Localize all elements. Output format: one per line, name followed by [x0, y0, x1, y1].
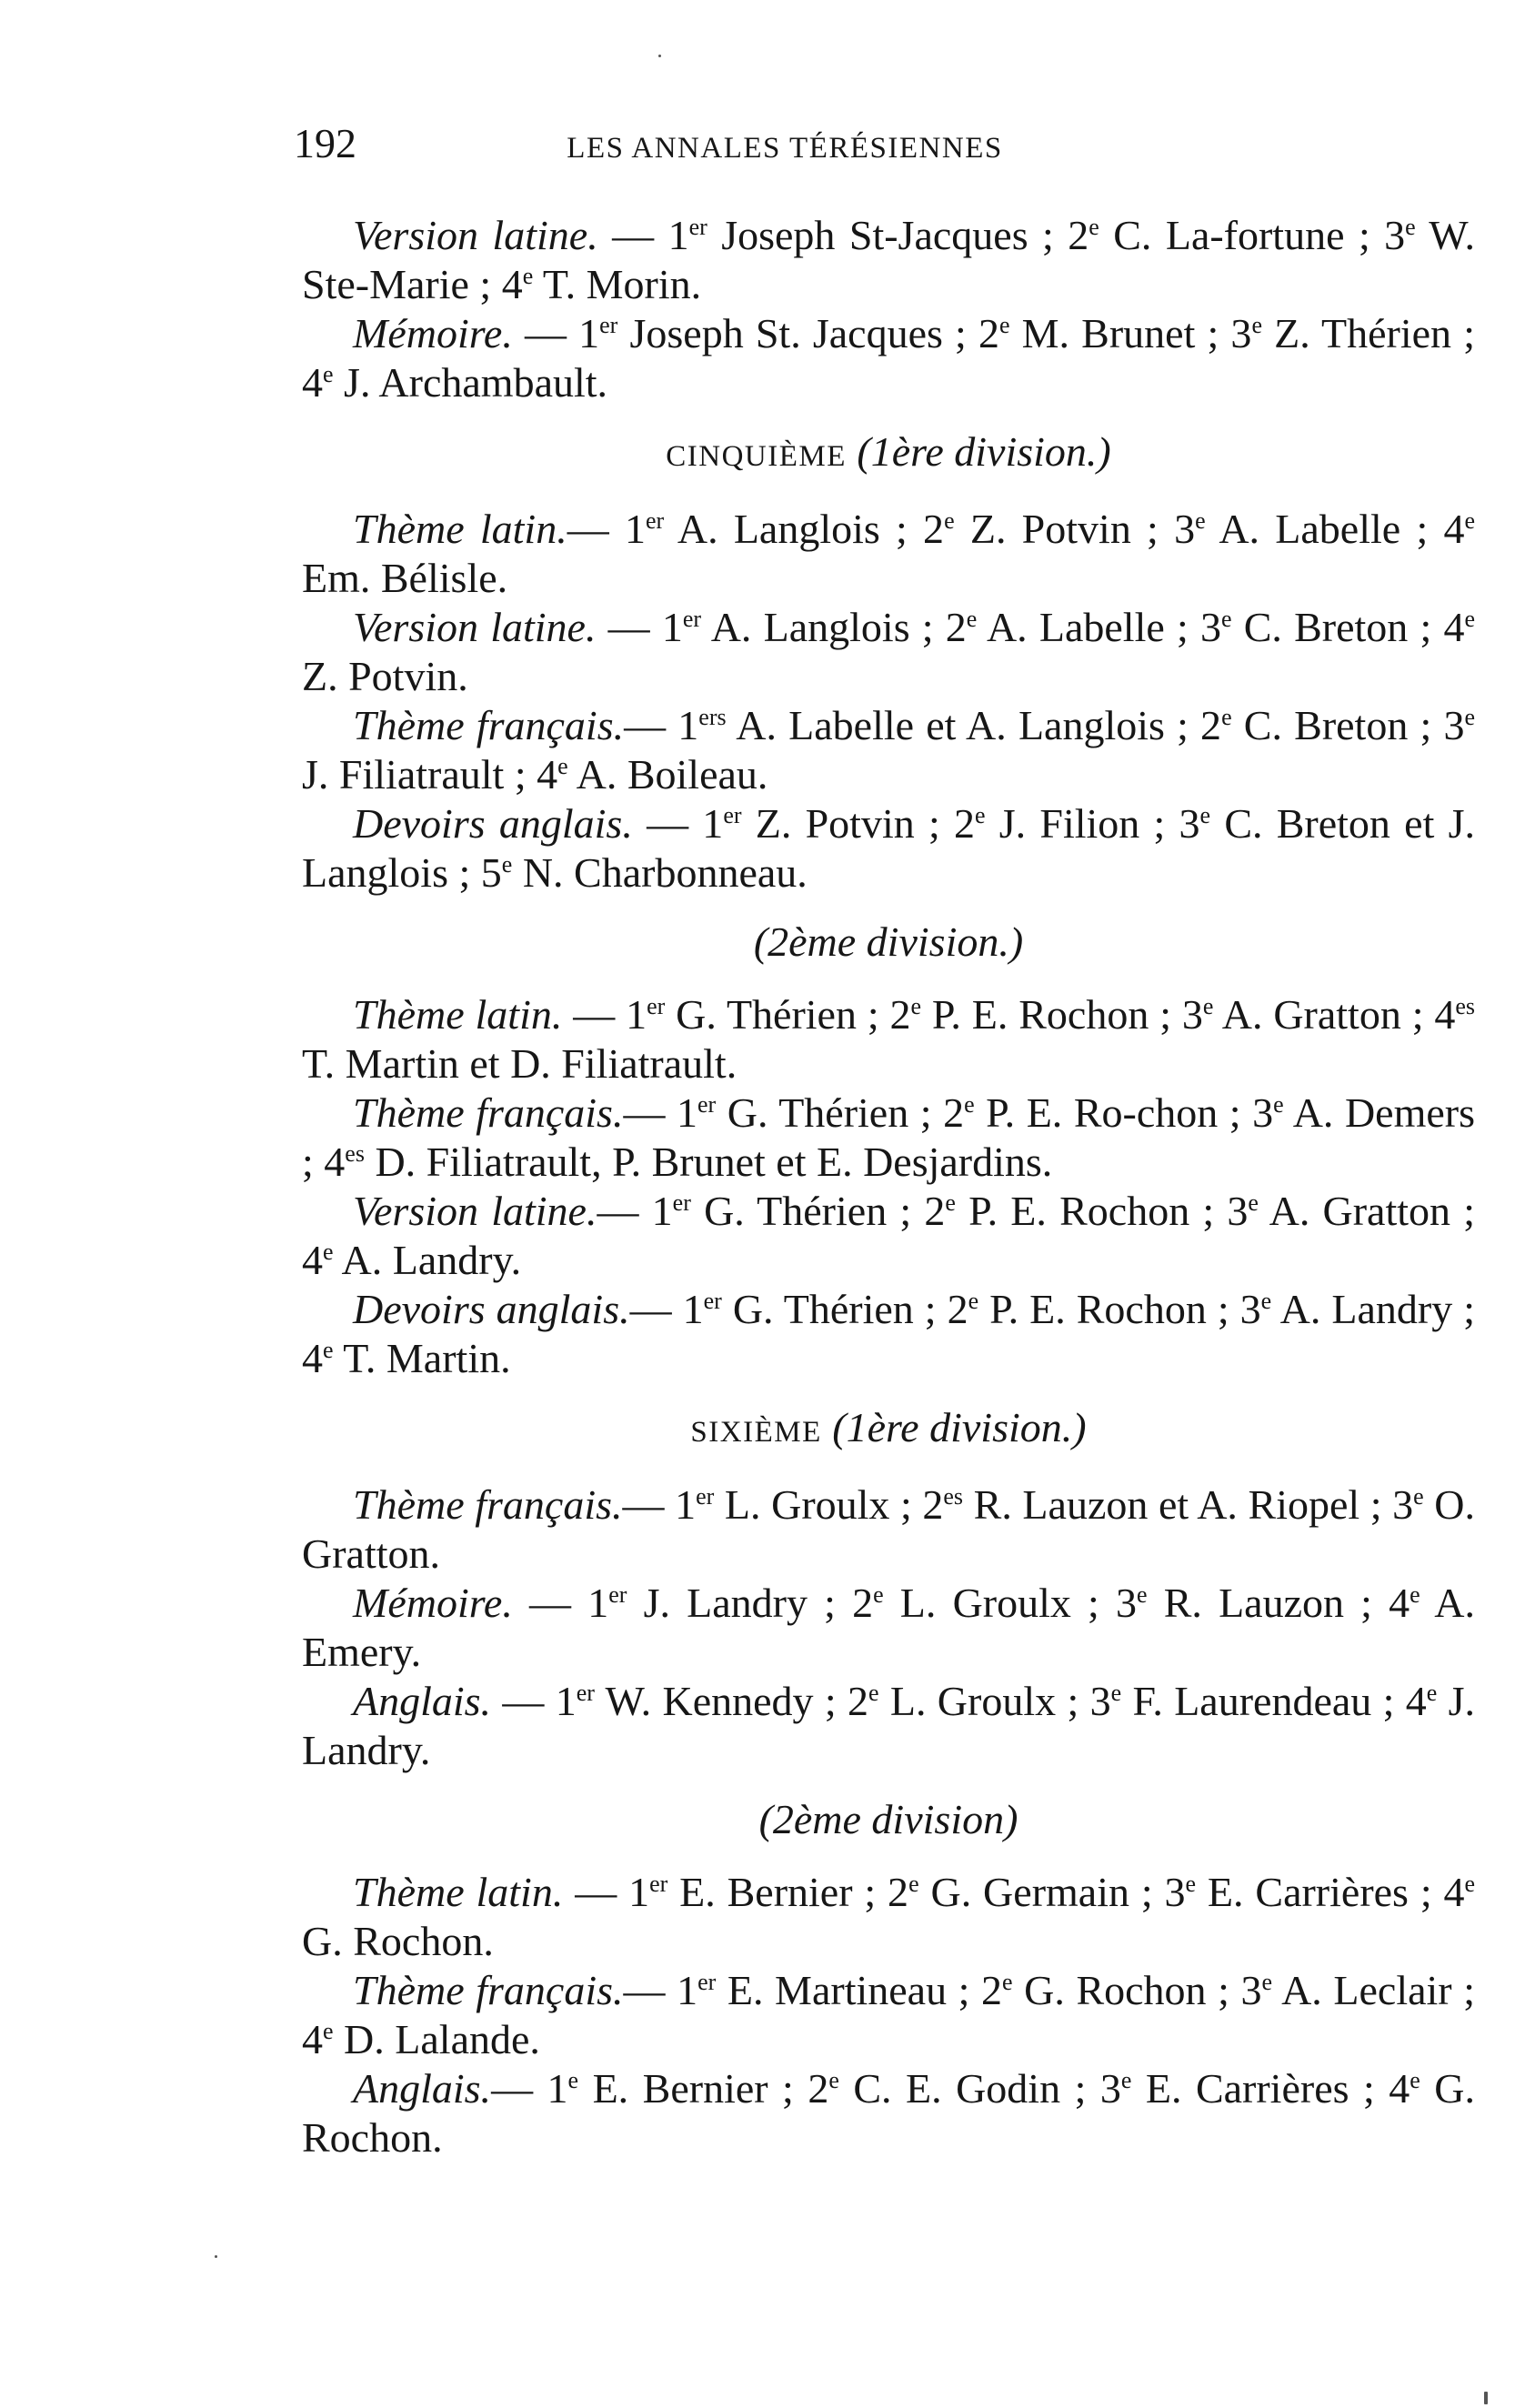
rank-suffix: e [323, 2018, 334, 2044]
rank-suffix: e [868, 1680, 879, 1706]
winners-text: A. Gratton ; 4 [1213, 991, 1456, 1038]
subject-label: Anglais. [353, 1678, 492, 1724]
winners-text: — 1 [512, 310, 600, 356]
rank-suffix: e [945, 1189, 956, 1216]
subject-label: Devoirs anglais. [353, 800, 633, 847]
section-division: (2ème division) [758, 1796, 1018, 1842]
subject-label: Devoirs anglais. [353, 1286, 630, 1332]
rank-suffix: er [576, 1680, 595, 1706]
rank-suffix: e [323, 361, 334, 387]
winners-text: — 1 [567, 506, 646, 552]
winners-text: C. E. Godin ; 3 [838, 2065, 1121, 2112]
subject-label: Thème latin. [353, 991, 563, 1038]
winners-text: Z. Potvin ; 3 [954, 506, 1196, 552]
winners-text: G. Rochon. [302, 2065, 1476, 2161]
subject-label: Anglais. [353, 2065, 492, 2112]
rank-suffix: es [1455, 993, 1476, 1019]
prize-entry [302, 1089, 1475, 1187]
winners-text: P. E. Ro-chon ; 3 [974, 1089, 1274, 1136]
winners-text: G. Germain ; 3 [918, 1869, 1186, 1915]
section-division: (1ère division.) [832, 1404, 1087, 1450]
winners-text: G. Thérien ; 2 [721, 1286, 968, 1332]
winners-text: W. Ste-Marie ; 4 [302, 212, 1475, 307]
rank-suffix: e [968, 1288, 979, 1314]
rank-suffix: e [557, 753, 568, 779]
prize-entry [302, 701, 1475, 799]
subject-label: Thème français. [353, 1967, 624, 2013]
rank-suffix: e [1120, 2067, 1132, 2093]
rank-suffix: e [1464, 704, 1476, 730]
rank-suffix: er [645, 507, 665, 534]
rank-suffix: er [688, 214, 707, 240]
rank-suffix: e [1273, 1091, 1284, 1118]
winners-text: D. Filiatrault, P. Brunet et E. Desjardins. [364, 1139, 1053, 1185]
rank-suffix: e [1002, 1969, 1013, 1995]
rank-suffix: er [649, 1871, 668, 1897]
winners-text: T. Martin. [333, 1335, 511, 1381]
rank-suffix: er [608, 1581, 627, 1608]
winners-text: P. E. Rochon ; 3 [955, 1188, 1249, 1234]
winners-text: A. Emery. [302, 1580, 1476, 1675]
section-heading [302, 918, 1475, 967]
rank-suffix: e [1464, 1871, 1476, 1897]
winners-text: C. Breton ; 3 [1231, 702, 1465, 748]
winners-text: R. Lauzon et A. Riopel ; 3 [963, 1481, 1414, 1528]
subject-label: Thème français. [353, 1481, 623, 1528]
section-class-name: SIXIÈME [690, 1416, 822, 1449]
winners-text: — 1 [512, 1580, 609, 1626]
prize-entry [302, 1187, 1475, 1285]
winners-text: A. Labelle ; 3 [977, 604, 1221, 650]
rank-suffix: e [1137, 1581, 1148, 1608]
winners-text: — 1 [623, 1967, 698, 2013]
winners-text: L. Groulx ; 2 [714, 1481, 944, 1528]
subject-label: Thème latin. [353, 506, 567, 552]
winners-text: E. Bernier ; 2 [578, 2065, 829, 2112]
rank-suffix: e [1251, 312, 1262, 338]
rank-suffix: e [1089, 214, 1099, 240]
winners-text: J. Archambault. [333, 359, 608, 406]
print-speck [1484, 2392, 1488, 2404]
winners-text: G. Thérien ; 2 [665, 991, 911, 1038]
winners-text: P. E. Rochon ; 3 [921, 991, 1203, 1038]
winners-text: E. Bernier ; 2 [667, 1869, 909, 1915]
winners-text: — 1 [632, 800, 724, 847]
rank-suffix: e [1410, 2067, 1420, 2093]
rank-suffix: es [943, 1483, 964, 1510]
running-title: LES ANNALES TÉRÉSIENNES [567, 132, 1003, 165]
rank-suffix: er [697, 1091, 717, 1118]
subject-label: Thème français. [353, 702, 625, 748]
winners-text: — 1 [562, 991, 647, 1038]
rank-suffix: e [910, 993, 922, 1019]
winners-text: J. Landry ; 2 [627, 1580, 874, 1626]
rank-suffix: e [964, 1091, 975, 1118]
winners-text: A. Gratton ; 4 [302, 1188, 1476, 1283]
winners-text: L. Groulx ; 3 [883, 1580, 1138, 1626]
winners-text: E. Carrières ; 4 [1131, 2065, 1410, 2112]
rank-suffix: ers [698, 704, 727, 730]
winners-text: — 1 [629, 1286, 704, 1332]
winners-text: P. E. Rochon ; 3 [978, 1286, 1261, 1332]
subject-label: Mémoire. [353, 310, 513, 356]
winners-text: F. Laurendeau ; 4 [1121, 1678, 1427, 1724]
rank-suffix: e [1260, 1288, 1272, 1314]
rank-suffix: er [696, 1483, 715, 1510]
rank-suffix: er [703, 1288, 722, 1314]
winners-text: J. Filiatrault ; 4 [302, 751, 558, 798]
winners-text: Z. Potvin. [302, 653, 468, 699]
prize-entry [302, 1579, 1475, 1677]
rank-suffix: e [974, 802, 986, 828]
rank-suffix: e [1410, 1581, 1420, 1608]
prize-entry [302, 603, 1475, 701]
rank-suffix: er [599, 312, 618, 338]
winners-text: J. Filion ; 3 [985, 800, 1200, 847]
winners-text: J. Landry. [302, 1678, 1476, 1773]
winners-text: Z. Thérien ; 4 [302, 310, 1475, 406]
winners-text: — 1 [596, 604, 683, 650]
rank-suffix: e [501, 851, 513, 878]
winners-text: Joseph St. Jacques ; 2 [617, 310, 999, 356]
prize-list [302, 211, 1475, 2162]
rank-suffix: e [1426, 1680, 1438, 1706]
subject-label: Mémoire. [353, 1580, 513, 1626]
winners-text: — 1 [623, 1089, 698, 1136]
subject-label: Version latine. [353, 604, 597, 650]
winners-text: O. Gratton. [302, 1481, 1475, 1577]
rank-suffix: e [908, 1871, 919, 1897]
prize-entry [302, 211, 1475, 309]
prize-entry [302, 1966, 1475, 2064]
rank-suffix: e [1221, 704, 1232, 730]
winners-text: — 1 [624, 702, 699, 748]
section-division: (2ème division.) [753, 918, 1024, 965]
prize-entry [302, 1677, 1475, 1775]
winners-text: A. Landry ; 4 [302, 1286, 1476, 1381]
prize-entry [302, 990, 1475, 1089]
winners-text: A. Langlois ; 2 [701, 604, 967, 650]
rank-suffix: e [1195, 507, 1206, 534]
winners-text: A. Leclair ; 4 [302, 1967, 1475, 2062]
rank-suffix: e [1220, 606, 1232, 632]
section-heading [302, 427, 1475, 481]
winners-text: — 1 [491, 2065, 568, 2112]
winners-text: T. Morin. [533, 261, 702, 307]
print-speck [658, 55, 661, 57]
winners-text: A. Labelle ; 4 [1205, 506, 1465, 552]
winners-text: M. Brunet ; 3 [1009, 310, 1252, 356]
winners-text: — 1 [563, 1869, 650, 1915]
rank-suffix: es [345, 1140, 365, 1167]
winners-text: D. Lalande. [333, 2016, 540, 2062]
winners-text: — 1 [622, 1481, 697, 1528]
winners-text: C. Breton ; 4 [1231, 604, 1465, 650]
rank-suffix: e [1405, 214, 1416, 240]
winners-text: G. Rochon ; 3 [1012, 1967, 1262, 2013]
rank-suffix: e [1202, 993, 1214, 1019]
winners-text: — 1 [491, 1678, 577, 1724]
winners-text: G. Rochon. [302, 1918, 494, 1964]
rank-suffix: e [1413, 1483, 1424, 1510]
winners-text: C. La-fortune ; 3 [1099, 212, 1406, 258]
rank-suffix: e [522, 263, 534, 289]
rank-suffix: e [1261, 1969, 1273, 1995]
section-class-name: CINQUIÈME [666, 440, 847, 473]
rank-suffix: e [323, 1337, 334, 1363]
winners-text: E. Carrières ; 4 [1196, 1869, 1465, 1915]
section-division: (1ère division.) [857, 428, 1111, 475]
section-heading [302, 1403, 1475, 1457]
rank-suffix: e [998, 312, 1010, 338]
winners-text: C. Breton et J. Langlois ; 5 [302, 800, 1475, 896]
prize-entry [302, 1868, 1475, 1966]
winners-text: A. Boileau. [567, 751, 768, 798]
subject-label: Thème latin. [353, 1869, 564, 1915]
prize-entry [302, 1480, 1475, 1579]
winners-text: R. Lauzon ; 4 [1147, 1580, 1410, 1626]
rank-suffix: e [1464, 507, 1476, 534]
rank-suffix: e [1110, 1680, 1122, 1706]
prize-entry [302, 799, 1475, 898]
page-header [294, 116, 1176, 171]
rank-suffix: e [966, 606, 978, 632]
winners-text: G. Thérien ; 2 [690, 1188, 946, 1234]
winners-text: Joseph St-Jacques ; 2 [707, 212, 1089, 258]
winners-text: E. Martineau ; 2 [716, 1967, 1003, 2013]
prize-entry [302, 1285, 1475, 1383]
winners-text: Em. Bélisle. [302, 555, 508, 601]
print-speck [215, 2255, 217, 2258]
rank-suffix: er [697, 1969, 717, 1995]
rank-suffix: e [873, 1581, 884, 1608]
rank-suffix: e [1185, 1871, 1197, 1897]
rank-suffix: er [672, 1189, 691, 1216]
rank-suffix: e [1248, 1189, 1259, 1216]
section-heading [302, 1795, 1475, 1844]
page-number: 192 [294, 120, 356, 166]
rank-suffix: er [647, 993, 666, 1019]
rank-suffix: e [1199, 802, 1211, 828]
rank-suffix: e [944, 507, 955, 534]
rank-suffix: er [682, 606, 702, 632]
winners-text: A. Labelle et A. Langlois ; 2 [726, 702, 1222, 748]
subject-label: Thème français. [353, 1089, 624, 1136]
winners-text: W. Kennedy ; 2 [594, 1678, 868, 1724]
subject-label: Version latine. [353, 1188, 597, 1234]
rank-suffix: e [323, 1239, 334, 1265]
winners-text: A. Landry. [333, 1237, 522, 1283]
winners-text: A. Demers ; 4 [302, 1089, 1476, 1185]
winners-text: T. Martin et D. Filiatrault. [302, 1040, 737, 1087]
prize-entry [302, 309, 1475, 407]
rank-suffix: er [723, 802, 742, 828]
winners-text: — 1 [597, 1188, 673, 1234]
winners-text: N. Charbonneau. [512, 849, 808, 896]
winners-text: — 1 [597, 212, 689, 258]
prize-entry [302, 505, 1475, 603]
rank-suffix: e [567, 2067, 579, 2093]
winners-text: Z. Potvin ; 2 [741, 800, 975, 847]
winners-text: A. Langlois ; 2 [664, 506, 945, 552]
rank-suffix: e [828, 2067, 839, 2093]
rank-suffix: e [1464, 606, 1475, 632]
winners-text: G. Thérien ; 2 [716, 1089, 965, 1136]
winners-text: L. Groulx ; 3 [878, 1678, 1111, 1724]
subject-label: Version latine. [353, 212, 598, 258]
prize-entry [302, 2064, 1475, 2162]
